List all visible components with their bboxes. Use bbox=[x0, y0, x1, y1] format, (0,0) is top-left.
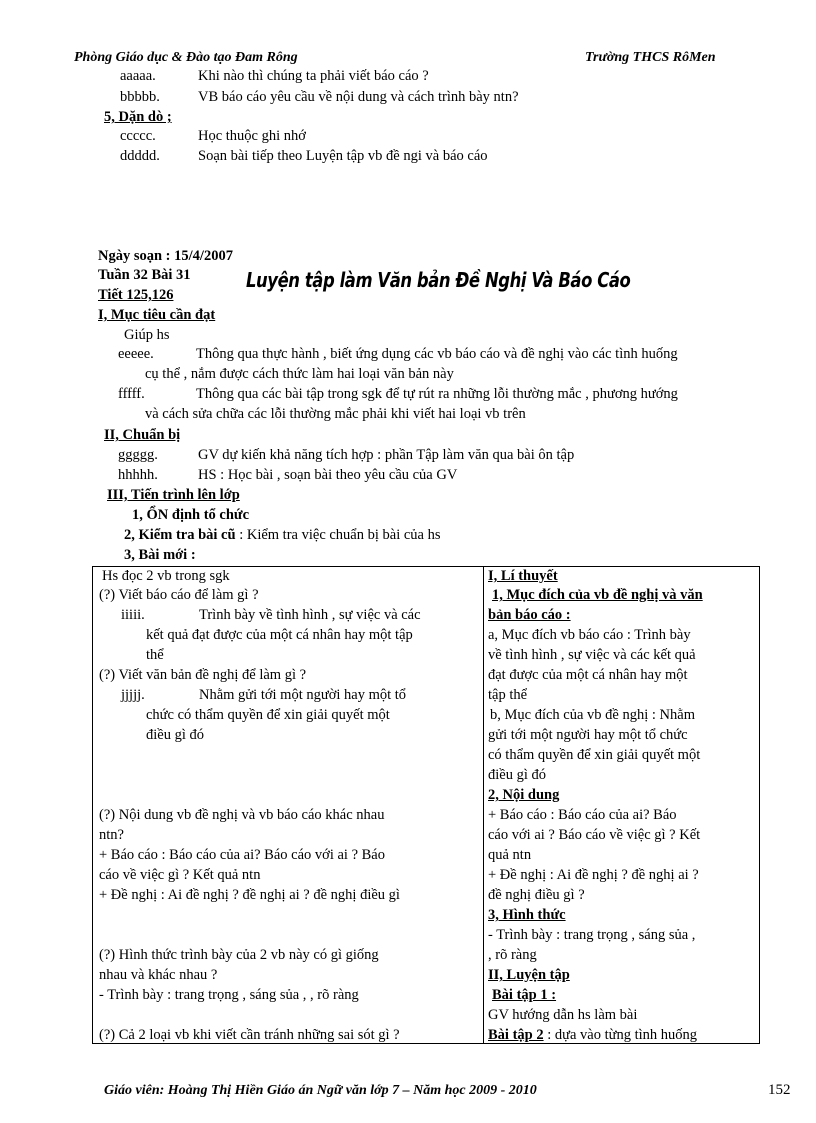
table-line-label: iiiii. bbox=[121, 607, 145, 623]
table-line: điều gì đó bbox=[146, 727, 204, 743]
list-item-text: GV dự kiến khả năng tích hợp : phần Tập làm văn qua bài ôn tập bbox=[198, 447, 575, 463]
table-line: điều gì đó bbox=[488, 767, 546, 783]
table-line: nhau và khác nhau ? bbox=[99, 967, 218, 983]
list-item bbox=[120, 89, 519, 106]
list-item bbox=[120, 128, 306, 145]
list-item-text: Thông qua các bài tập trong sgk để tự rút ra những lỗi thường mắc , phương hướng bbox=[196, 386, 678, 402]
table-line bbox=[121, 607, 477, 624]
table-line: (?) Viết báo cáo để làm gì ? bbox=[99, 587, 259, 603]
table-line: đề nghị điều gì ? bbox=[488, 887, 585, 903]
process-step-3: 3, Bài mới : bbox=[124, 547, 196, 563]
table-line bbox=[121, 687, 406, 704]
table-line: + Báo cáo : Báo cáo của ai? Báo bbox=[488, 807, 677, 823]
list-item bbox=[120, 148, 488, 165]
table-line: - Trình bày : trang trọng , sáng sủa , , rõ ràng bbox=[99, 987, 359, 1003]
lesson-week: Tuần 32 Bài 31 bbox=[98, 267, 191, 283]
objectives-heading: I, Mục tiêu cần đạt bbox=[98, 307, 216, 323]
table-line: 3, Hình thức bbox=[488, 907, 566, 923]
page-number: 152 bbox=[768, 1082, 791, 1098]
table-line: kết quả đạt được của một cá nhân hay một tập bbox=[146, 627, 413, 643]
homework-heading: 5, Dặn dò ; bbox=[104, 109, 172, 125]
list-item-text: Khi nào thì chúng ta phải viết báo cáo ? bbox=[198, 68, 429, 84]
table-line-text: Nhằm gửi tới một người hay một tổ bbox=[199, 687, 407, 703]
list-item-text: HS : Học bài , soạn bài theo yêu cầu của GV bbox=[198, 467, 458, 483]
table-line: quả ntn bbox=[488, 847, 532, 863]
table-line: + Báo cáo : Báo cáo của ai? Báo cáo với ai ? Báo bbox=[99, 847, 385, 863]
list-item-text: VB báo cáo yêu cầu về nội dung và cách trình bày ntn? bbox=[198, 89, 519, 105]
list-item-continuation: cụ thể , nắm được cách thức làm hai loại văn bản này bbox=[145, 366, 454, 382]
footer-text: Giáo viên: Hoàng Thị Hiền Giáo án Ngữ văn lớp 7 – Năm học 2009 - 2010 bbox=[104, 1083, 537, 1098]
list-item-text: Học thuộc ghi nhớ bbox=[198, 128, 306, 144]
lesson-table bbox=[92, 566, 760, 1044]
table-line: I, Lí thuyết bbox=[488, 568, 558, 584]
list-item-label: fffff. bbox=[118, 386, 145, 402]
table-line: chức có thẩm quyền để xin giải quyết một bbox=[146, 707, 390, 723]
table-line: ntn? bbox=[99, 827, 124, 843]
table-line: Bài tập 1 : bbox=[492, 987, 557, 1003]
process-step-2-title: 2, Kiểm tra bài cũ bbox=[124, 527, 236, 543]
list-item-label: hhhhh. bbox=[118, 467, 158, 483]
table-line: (?) Viết văn bản đề nghị để làm gì ? bbox=[99, 667, 307, 683]
list-item bbox=[118, 447, 574, 464]
table-line: cáo về việc gì ? Kết quả ntn bbox=[99, 867, 261, 883]
list-item-label: aaaaa. bbox=[120, 68, 156, 84]
table-line-bold: Bài tập 2 bbox=[488, 1027, 544, 1043]
header-school-office: Phòng Giáo dục & Đào tạo Đam Rông bbox=[74, 50, 298, 65]
table-line: II, Luyện tập bbox=[488, 967, 570, 983]
table-line: gửi tới một người hay một tổ chức bbox=[488, 727, 688, 743]
list-item-text: Soạn bài tiếp theo Luyện tập vb đề ngi và báo cáo bbox=[198, 148, 488, 164]
list-item-label: bbbbb. bbox=[120, 89, 160, 105]
table-line: bản báo cáo : bbox=[488, 607, 571, 623]
table-line: thể bbox=[146, 647, 164, 663]
lesson-title-art: Luyện tập làm Văn bản Đề Nghị Và Báo Cáo bbox=[246, 268, 631, 292]
table-line-text: Trình bày về tình hình , sự việc và các bbox=[199, 607, 421, 623]
table-column-teacher-activity bbox=[93, 567, 484, 1043]
objectives-intro: Giúp hs bbox=[124, 327, 170, 343]
list-item bbox=[120, 68, 429, 85]
table-line: GV hướng dẫn hs làm bài bbox=[488, 1007, 638, 1023]
table-line: - Trình bày : trang trọng , sáng sủa , bbox=[488, 927, 696, 943]
table-line: Hs đọc 2 vb trong sgk bbox=[102, 568, 230, 584]
process-heading: III, Tiến trình lên lớp bbox=[107, 487, 240, 503]
table-line-label: jjjjj. bbox=[121, 687, 145, 703]
table-line: a, Mục đích vb báo cáo : Trình bày bbox=[488, 627, 691, 643]
process-step-1: 1, ỔN định tổ chức bbox=[132, 507, 250, 523]
table-line: có thẩm quyền để xin giải quyết một bbox=[488, 747, 701, 763]
table-line: + Đề nghị : Ai đề nghị ? đề nghị ai ? bbox=[488, 867, 699, 883]
table-line: cáo với ai ? Báo cáo về việc gì ? Kết bbox=[488, 827, 701, 843]
list-item-text: Thông qua thực hành , biết ứng dụng các vb báo cáo và đề nghị vào các tình huống bbox=[196, 346, 678, 362]
list-item-label: ccccc. bbox=[120, 128, 156, 144]
table-line: (?) Hình thức trình bày của 2 vb này có gì giống bbox=[99, 947, 379, 963]
table-column-content bbox=[484, 567, 759, 1043]
header-school-name: Trường THCS RôMen bbox=[585, 50, 716, 65]
table-line: 1, Mục đích của vb đề nghị và văn bbox=[492, 587, 703, 603]
table-line: về tình hình , sự việc và các kết quả bbox=[488, 647, 696, 663]
list-item-label: eeeee. bbox=[118, 346, 154, 362]
list-item bbox=[118, 386, 678, 403]
table-line: (?) Nội dung vb đề nghị và vb báo cáo khác nhau bbox=[99, 807, 385, 823]
lesson-date: Ngày soạn : 15/4/2007 bbox=[98, 248, 233, 264]
process-step-2-text: : Kiểm tra việc chuẩn bị bài của hs bbox=[235, 527, 441, 543]
process-step-2 bbox=[124, 527, 441, 544]
list-item bbox=[118, 346, 678, 363]
table-line-text: : dựa vào từng tình huống bbox=[543, 1027, 698, 1043]
table-line: , rõ ràng bbox=[488, 947, 537, 963]
table-line bbox=[488, 1027, 697, 1043]
list-item-continuation: và cách sửa chữa các lỗi thường mắc phải khi viết hai loại vb trên bbox=[145, 406, 526, 422]
table-line: b, Mục đích của vb đề nghị : Nhằm bbox=[490, 707, 695, 723]
preparation-heading: II, Chuẩn bị bbox=[104, 427, 181, 443]
list-item-label: ddddd. bbox=[120, 148, 160, 164]
table-line: đạt được của một cá nhân hay một bbox=[488, 667, 688, 683]
table-line: + Đề nghị : Ai đề nghị ? đề nghị ai ? đề nghị điều gì bbox=[99, 887, 400, 903]
table-line: tập thể bbox=[488, 687, 528, 703]
lesson-periods: Tiết 125,126 bbox=[98, 287, 174, 303]
table-line: (?) Cả 2 loại vb khi viết cần tránh những sai sót gì ? bbox=[99, 1027, 400, 1043]
table-line: 2, Nội dung bbox=[488, 787, 560, 803]
list-item-label: ggggg. bbox=[118, 447, 158, 463]
list-item bbox=[118, 467, 457, 484]
